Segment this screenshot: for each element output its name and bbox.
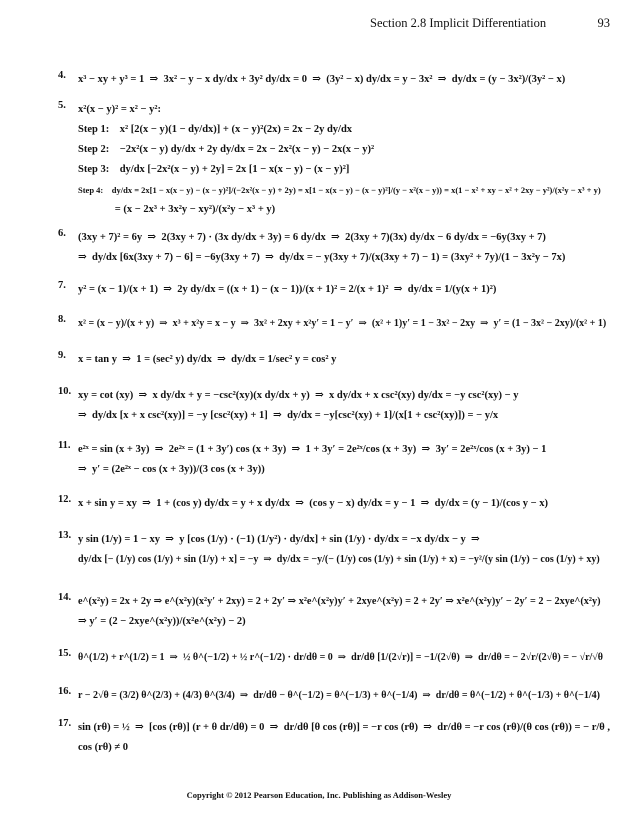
problem-4 xyxy=(58,314,610,334)
problem-number: 16. xyxy=(58,686,72,697)
problem-3 xyxy=(58,280,610,300)
problem-9 xyxy=(58,530,610,570)
solution-line: x² = (x − y)/(x + y) ⇒ x³ + x²y = x − y ⇒ 3x² + 2xy + x²y′ = 1 − y′ ⇒ (x² + 1)y′ = 1 − 3x² − 2xy ⇒ y′ = (1 − 3x² − 2xy)/(x² + 1) xyxy=(78,318,607,329)
solution-line: sin (rθ) = ½ ⇒ [cos (rθ)] (r + θ dr/dθ) = 0 ⇒ dr/dθ [θ cos (rθ)] = −r cos (rθ) ⇒ dr/dθ = −r cos (rθ)/(θ cos (rθ)) = − r/θ , xyxy=(78,722,611,733)
solution-line: θ^(1/2) + r^(1/2) = 1 ⇒ ½ θ^(−1/2) + ½ r^(−1/2) · dr/dθ = 0 ⇒ dr/dθ [1/(2√r)] = −1/(2√θ) ⇒ dr/dθ = − 2√r/(2√θ) = − √r/√θ xyxy=(78,652,603,663)
solution-line: Step 2: −2x²(x − y) dy/dx + 2y dy/dx = 2x − 2x²(x − y) − 2x(x − y)² xyxy=(78,144,375,155)
problem-number: 8. xyxy=(58,314,66,325)
problem-12 xyxy=(58,686,610,706)
problem-number: 12. xyxy=(58,494,72,505)
problem-number: 5. xyxy=(58,100,66,111)
problem-13 xyxy=(58,718,610,758)
section-title: Section 2.8 Implicit Differentiation xyxy=(370,16,547,30)
solution-line: (3xy + 7)² = 6y ⇒ 2(3xy + 7) · (3x dy/dx + 3y) = 6 dy/dx ⇒ 2(3xy + 7)(3x) dy/dx − 6 dy/dx = −6y(3xy + 7) xyxy=(78,232,546,243)
problem-0 xyxy=(58,70,610,90)
problem-1 xyxy=(58,100,610,220)
solution-line: Step 1: x² [2(x − y)(1 − dy/dx)] + (x − y)²(2x) = 2x − 2y dy/dx xyxy=(78,124,353,135)
problem-number: 7. xyxy=(58,280,66,291)
page-header xyxy=(370,16,610,31)
problem-number: 10. xyxy=(58,386,72,397)
problem-number: 4. xyxy=(58,70,66,81)
solution-line: e^(x²y) = 2x + 2y ⇒ e^(x²y)(x²y′ + 2xy) = 2 + 2y′ ⇒ x²e^(x²y)y′ + 2xye^(x²y) = 2 + 2y′ ⇒ x²e^(x²y)y′ − 2y′ = 2 − 2xye^(x²y) xyxy=(78,596,601,607)
problem-10 xyxy=(58,592,610,632)
problem-2 xyxy=(58,228,610,268)
solution-line: = (x − 2x³ + 3x²y − xy²)/(x²y − x³ + y) xyxy=(78,204,276,215)
solution-line: x + sin y = xy ⇒ 1 + (cos y) dy/dx = y + x dy/dx ⇒ (cos y − x) dy/dx = y − 1 ⇒ dy/dx = (y − 1)/(cos y − x) xyxy=(78,498,548,509)
problem-5 xyxy=(58,350,610,370)
problem-number: 15. xyxy=(58,648,72,659)
problem-number: 14. xyxy=(58,592,72,603)
problem-number: 11. xyxy=(58,440,71,451)
solution-line: e²ˣ = sin (x + 3y) ⇒ 2e²ˣ = (1 + 3y′) cos (x + 3y) ⇒ 1 + 3y′ = 2e²ˣ/cos (x + 3y) ⇒ 3y′ = 2e²ˣ/cos (x + 3y) − 1 xyxy=(78,444,547,455)
problem-7 xyxy=(58,440,610,480)
copyright-footer: Copyright © 2012 Pearson Education, Inc. Publishing as Addison-Wesley xyxy=(186,790,452,800)
solution-line: cos (rθ) ≠ 0 xyxy=(78,742,129,753)
solution-line: x³ − xy + y³ = 1 ⇒ 3x² − y − x dy/dx + 3y² dy/dx = 0 ⇒ (3y² − x) dy/dx = y − 3x² ⇒ dy/dx = (y − 3x²)/(3y² − x) xyxy=(78,74,566,85)
solution-line: ⇒ y′ = (2 − 2xye^(x²y))/(x²e^(x²y) − 2) xyxy=(78,616,246,627)
page-number: 93 xyxy=(597,16,610,30)
problem-11 xyxy=(58,648,610,668)
solution-line: ⇒ dy/dx [6x(3xy + 7) − 6] = −6y(3xy + 7) ⇒ dy/dx = − y(3xy + 7)/(x(3xy + 7) − 1) = (3xy² + 7y)/(1 − 3x²y − 7x) xyxy=(78,252,566,263)
solution-line: r − 2√θ = (3/2) θ^(2/3) + (4/3) θ^(3/4) ⇒ dr/dθ − θ^(−1/2) = θ^(−1/3) + θ^(−1/4) ⇒ dr/dθ = θ^(−1/2) + θ^(−1/3) + θ^(−1/4) xyxy=(78,690,600,701)
solution-line: Step 4: dy/dx = 2x[1 − x(x − y) − (x − y)²]/(−2x²(x − y) + 2y) = x[1 − x(x − y) − (x − y)²]/(y − x²(x − y)) = x(1 − x² + xy − x² + 2xy − y²)/(x²y − x³ + y) xyxy=(78,185,601,195)
solution-line: ⇒ y′ = (2e²ˣ − cos (x + 3y))/(3 cos (x + 3y)) xyxy=(78,464,265,475)
problem-number: 13. xyxy=(58,530,72,541)
solution-line: Step 3: dy/dx [−2x²(x − y) + 2y] = 2x [1 − x(x − y) − (x − y)²] xyxy=(78,164,350,175)
solution-line: ⇒ dy/dx [x + x csc²(xy)] = −y [csc²(xy) + 1] ⇒ dy/dx = −y[csc²(xy) + 1]/(x[1 + csc²(xy)]) = − y/x xyxy=(78,410,499,421)
solution-line: x²(x − y)² = x² − y²: xyxy=(78,104,162,115)
solution-line: y sin (1/y) = 1 − xy ⇒ y [cos (1/y) · (−1) (1/y²) · dy/dx] + sin (1/y) · dy/dx = −x dy/dx − y ⇒ xyxy=(78,534,480,545)
solution-line: dy/dx [− (1/y) cos (1/y) + sin (1/y) + x] = −y ⇒ dy/dx = −y/(− (1/y) cos (1/y) + sin (1/y) + x) = −y²/(y sin (1/y) − cos (1/y) + xy) xyxy=(78,554,600,565)
solution-line: xy = cot (xy) ⇒ x dy/dx + y = −csc²(xy)(x dy/dx + y) ⇒ x dy/dx + x csc²(xy) dy/dx = −y csc²(xy) − y xyxy=(78,390,519,401)
solution-line: y² = (x − 1)/(x + 1) ⇒ 2y dy/dx = ((x + 1) − (x − 1))/(x + 1)² = 2/(x + 1)² ⇒ dy/dx = 1/(y(x + 1)²) xyxy=(78,284,497,295)
problem-number: 17. xyxy=(58,718,72,729)
solution-line: x = tan y ⇒ 1 = (sec² y) dy/dx ⇒ dy/dx = 1/sec² y = cos² y xyxy=(78,354,337,365)
problem-8 xyxy=(58,494,610,514)
problem-number: 9. xyxy=(58,350,66,361)
problem-6 xyxy=(58,386,610,426)
problem-number: 6. xyxy=(58,228,66,239)
